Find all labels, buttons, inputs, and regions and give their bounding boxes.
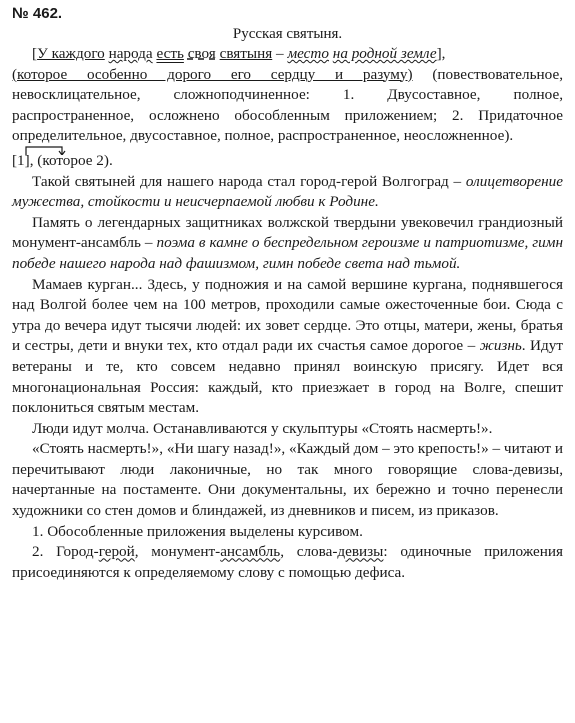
apposition-phrase: на родной земле xyxy=(332,45,437,62)
paragraph-3: Мамаев курган... Здесь, у подножия и на самой вершине кургана, поднявшегося над Волгой более чем на 100 метров, проходили самые ожесточенные бои. Сюда с утра до вечера идут тысячи людей: их зовет сердце. Это отцы, матери, жены, братья и сестры, дети и внуки тех, кто отдал ради их счастья самое дорогое – жизнь. Идут ветераны и те, кто совсем недавно принял воинскую присягу. Идет вся многонациональная Россия: каждый, кто приезжает в город на Волге, спешит поклониться святым местам. xyxy=(12,275,563,417)
sentence-schema: [1], (которое 2). xyxy=(12,151,113,169)
subordinate-clause: (которое особенно дорого его сердцу и разуму) xyxy=(12,65,413,83)
bracket-open: [ xyxy=(32,45,38,62)
bracket-close: ], xyxy=(436,45,446,62)
note-apposition-2: ансамбль xyxy=(220,543,281,561)
paragraph-4: Люди идут молча. Останавливаются у скульптуры «Стоять насмерть!». xyxy=(32,419,493,437)
apposition-italic-3: жизнь xyxy=(479,337,522,355)
sentence-description: (повествовательное, невосклицательное, сложноподчиненное: 1. Двусоставное, полное, распространенное, осложнено обособленным приложением; 2. Придаточное определительное, двусоставное, полное, распространенное, неосложненное). xyxy=(12,65,563,145)
paragraph-2: Память о легендарных защитниках волжской твердыни увековечил грандиозный монумент-ансамбль – поэма в камне о беспредельном героизме и патриотизме, гимн победе нашего народа над фашизмом, гимн победе света над тьмой. xyxy=(12,213,564,272)
text-title: Русская святыня. xyxy=(232,26,343,42)
note-apposition-1: герой xyxy=(98,543,135,561)
subject-word: святыня xyxy=(219,45,273,62)
note-apposition-3: девизы xyxy=(337,543,384,561)
subject-part-a: У каждого xyxy=(37,45,105,62)
note-1: 1. Обособленные приложения выделены курсивом. xyxy=(32,522,363,540)
definition-word: своя xyxy=(187,45,216,62)
note-2: 2. Город-герой, монумент-ансамбль, слова-девизы: одиночные приложения присоединяются к определяемому слову с помощью дефиса. xyxy=(12,543,563,581)
predicate-word: есть xyxy=(156,45,184,62)
apposition-word: место xyxy=(287,45,329,62)
exercise-number: № 462. xyxy=(12,5,63,22)
paragraph-5: «Стоять насмерть!», «Ни шагу назад!», «Каждый дом – это крепость!» – читают и перечитывают люди лаконичные, но так много говорящие слова-девизы, начертанные на постаменте. Они документальны, их бережно и точно перенесли художники со стен домов и блиндажей, из дневников и писем, из приказов. xyxy=(12,440,563,520)
apposition-italic-1: олицетворение мужества, стойкости и неисчерпаемой любви к Родине. xyxy=(12,172,563,211)
sentence-schema-block xyxy=(12,147,563,172)
paragraph-1: Такой святыней для нашего народа стал город-герой Волгоград – олицетворение мужества, стойкости и неисчерпаемой любви к Родине. xyxy=(12,172,563,211)
subject-part-b: народа xyxy=(108,45,153,62)
apposition-italic-2: поэма в камне о беспредельном героизме и патриотизме, гимн победе нашего народа над фашизмом, гимн победе света над тьмой. xyxy=(12,234,564,272)
schema-arrow-icon xyxy=(22,145,66,155)
sentence-analysis: [У каждого народа есть своя святыня – место на родной земле], (которое особенно дорого его сердцу и разуму) (повествовательное, невосклицательное, сложноподчиненное: 1. Двусоставное, полное, распространенное, осложнено обособленным приложением; 2. Придаточное определительное, двусоставное, полное, распространенное, неосложненное). xyxy=(12,45,563,145)
